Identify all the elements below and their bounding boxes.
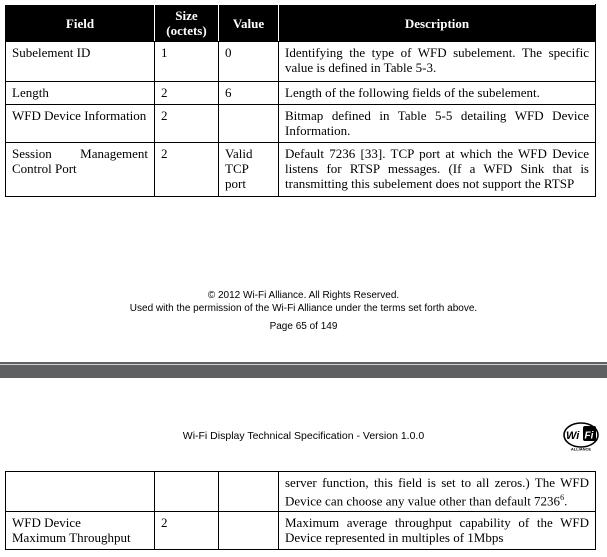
footnote-reference[interactable]: 6 [560, 493, 565, 502]
copyright-notice: © 2012 Wi-Fi Alliance. All Rights Reserved. [207, 290, 400, 301]
permission-notice: Used with the permission of the Wi-Fi Alliance under the terms set forth above. [129, 303, 478, 314]
table-row [6, 472, 596, 512]
cell-value [219, 105, 279, 143]
svg-text:Fi: Fi [584, 430, 594, 442]
header-field: Field [6, 5, 155, 42]
cell-size [155, 472, 219, 512]
cell-size: 2 [155, 512, 219, 550]
cell-description: Length of the following fields of the subelement. [279, 82, 596, 105]
table-row [6, 143, 596, 197]
cell-field: Subelement ID [6, 42, 155, 82]
cell-size: 2 [155, 82, 219, 105]
header-description: Description [279, 5, 596, 42]
document-page-66 [0, 378, 607, 557]
page-footer [0, 289, 607, 333]
cell-value: Valid TCP port [219, 143, 279, 197]
header-size: Size (octets) [155, 5, 219, 42]
header-value: Value [219, 5, 279, 42]
cell-value [219, 472, 279, 512]
cell-size: 1 [155, 42, 219, 82]
svg-text:ALLIANCE: ALLIANCE [570, 446, 592, 452]
page-number: Page 65 of 149 [269, 321, 338, 332]
cell-field: WFD Device Maximum Throughput [6, 512, 155, 550]
table-row [6, 105, 596, 143]
page-separator [0, 362, 607, 378]
cell-value [219, 512, 279, 550]
cell-description: Maximum average throughput capability of the WFD Device represented in multiples of 1Mbps [279, 512, 596, 550]
description-text: server function, this field is set to all zeros.) The WFD Device can choose any value other than default 7236 [285, 475, 589, 509]
cell-field: Session Management Control Port [6, 143, 155, 197]
cell-field: WFD Device Information [6, 105, 155, 143]
cell-description: Bitmap defined in Table 5-5 detailing WFD Device Information. [279, 105, 596, 143]
running-header-title: Wi-Fi Display Technical Specification - Version 1.0.0 [182, 430, 425, 442]
cell-value: 0 [219, 42, 279, 82]
cell-size: 2 [155, 143, 219, 197]
table-row [6, 82, 596, 105]
table-row [6, 42, 596, 82]
cell-description: Identifying the type of WFD subelement. The specific value is defined in Table 5-3. [279, 42, 596, 82]
svg-text:Wi: Wi [566, 430, 580, 442]
wfd-device-info-subelement-table [5, 4, 596, 197]
cell-field [6, 472, 155, 512]
description-end: . [564, 493, 568, 509]
cell-size: 2 [155, 105, 219, 143]
cell-description: Default 7236 [33]. TCP port at which the WFD Device listens for RTSP messages. (If a WFD Sink that is transmitting this subelement does not support the RTSP [279, 143, 596, 197]
cell-value: 6 [219, 82, 279, 105]
wifi-alliance-logo-icon [561, 420, 601, 452]
table-header-row [6, 5, 596, 42]
table-row [6, 512, 596, 550]
cell-description [279, 472, 596, 512]
cell-field: Length [6, 82, 155, 105]
wfd-device-info-subelement-table-continued [5, 471, 596, 550]
